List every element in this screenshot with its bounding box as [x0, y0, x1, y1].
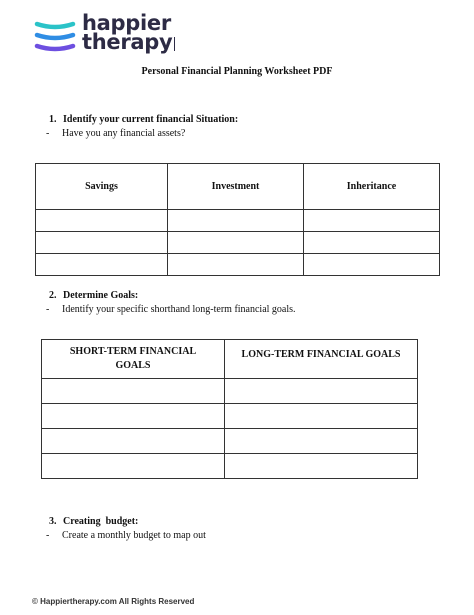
- table-cell[interactable]: [225, 379, 418, 404]
- table-row: [36, 210, 440, 232]
- section-note: [46, 127, 238, 140]
- header-savings: Savings: [36, 164, 168, 210]
- brand-logo[interactable]: [34, 11, 184, 56]
- note-dash: -: [46, 304, 50, 315]
- section-heading-text: Identify your current financial Situation:: [63, 114, 239, 125]
- table-header-row: [36, 164, 440, 210]
- section-note: [46, 303, 296, 316]
- section-creating-budget: [46, 515, 206, 542]
- section-heading-text: Creating budget:: [63, 516, 139, 527]
- note-dash: -: [46, 530, 50, 541]
- table-cell[interactable]: [42, 379, 225, 404]
- section-number: 3.: [49, 516, 57, 527]
- section-identify-situation: [46, 113, 239, 140]
- section-heading: [49, 515, 206, 528]
- table-row: [42, 429, 418, 454]
- table-cell[interactable]: [168, 210, 304, 232]
- table-cell[interactable]: [42, 454, 225, 479]
- header-inheritance: Inheritance: [304, 164, 440, 210]
- table-row: [36, 254, 440, 276]
- logo-wordmark: [82, 11, 175, 54]
- header-long-term-goals: LONG-TERM FINANCIAL GOALS: [225, 340, 418, 379]
- logo-stripe-top: [37, 24, 73, 27]
- section-heading: [49, 289, 296, 302]
- section-determine-goals: [46, 289, 296, 316]
- section-number: 2.: [49, 290, 57, 301]
- table-cell[interactable]: [36, 210, 168, 232]
- header-investment: Investment: [168, 164, 304, 210]
- logo-stripe-middle: [37, 35, 73, 38]
- logo-stripe-bottom: [37, 46, 73, 49]
- table-row: [42, 454, 418, 479]
- section-note-text: Create a monthly budget to map out: [62, 530, 206, 541]
- table-cell[interactable]: [36, 254, 168, 276]
- table-cell[interactable]: [42, 404, 225, 429]
- logo-stripes-icon: [34, 20, 76, 52]
- section-note: [46, 529, 206, 542]
- section-heading-text: Determine Goals:: [63, 290, 139, 301]
- section-number: 1.: [49, 114, 57, 125]
- table-cell[interactable]: [225, 404, 418, 429]
- table-row: [36, 232, 440, 254]
- financial-goals-table: [41, 339, 418, 479]
- financial-assets-table: [35, 163, 440, 276]
- table-cell[interactable]: [36, 232, 168, 254]
- table-cell[interactable]: [304, 232, 440, 254]
- table-row: [42, 404, 418, 429]
- table-cell[interactable]: [225, 429, 418, 454]
- section-heading: [49, 113, 238, 126]
- header-short-term-goals: SHORT-TERM FINANCIAL GOALS: [42, 340, 225, 379]
- section-note-text: Identify your specific shorthand long-term financial goals.: [62, 304, 296, 315]
- logo-word-therapy: therapy: [82, 30, 173, 54]
- table-cell[interactable]: [42, 429, 225, 454]
- table-header-row: [42, 340, 418, 379]
- logo-word-happier: happier: [82, 11, 171, 35]
- page-title: Personal Financial Planning Worksheet PDF: [141, 66, 333, 77]
- text-cursor: [174, 37, 175, 51]
- note-dash: -: [46, 128, 50, 139]
- table-cell[interactable]: [304, 254, 440, 276]
- section-note-text: Have you any financial assets?: [62, 128, 186, 139]
- copyright-footer: © Happiertherapy.com All Rights Reserved: [32, 597, 195, 606]
- table-cell[interactable]: [168, 232, 304, 254]
- table-cell[interactable]: [304, 210, 440, 232]
- table-row: [42, 379, 418, 404]
- table-cell[interactable]: [225, 454, 418, 479]
- table-cell[interactable]: [168, 254, 304, 276]
